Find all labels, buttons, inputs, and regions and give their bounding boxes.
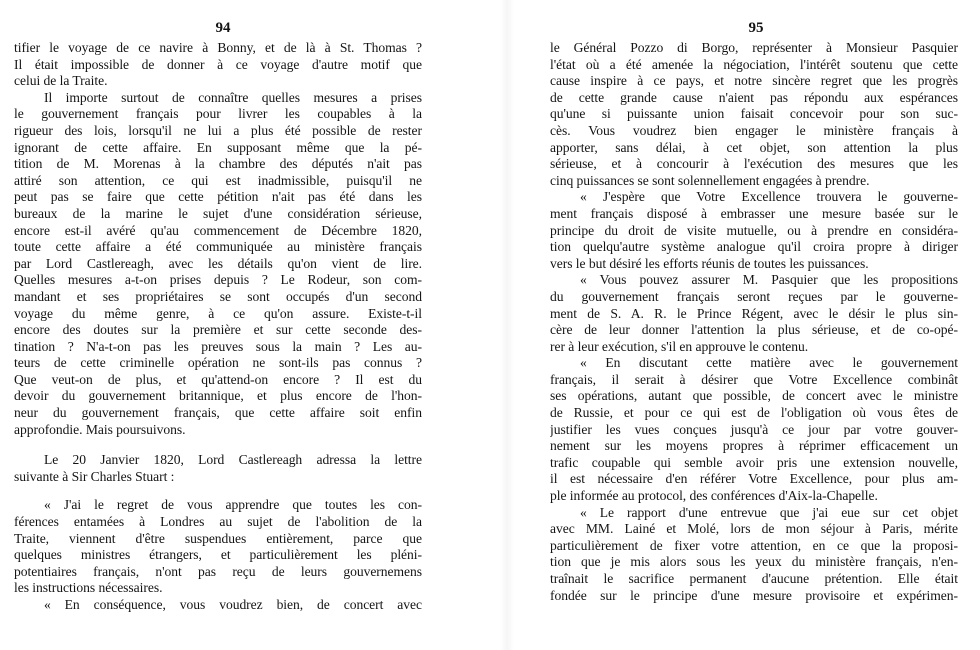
- left-page-body: [14, 40, 422, 614]
- text-line: Il importe surtout de connaître quelles mesures a prises: [44, 89, 422, 105]
- text-line: apporter, sans délai, à cet objet, son attention la plus: [550, 139, 958, 155]
- text-line: cause inspire à ce pays, et notre sincère regret que les progrès: [550, 73, 958, 89]
- text-line: ment de S. A. R. le Prince Régent, avec le désir le plus sin-: [550, 305, 958, 321]
- text-line: tion quelqu'autre système analogue qu'il croira propre à diriger: [550, 239, 958, 255]
- text-line: ment français disposé à embrasser une mesure basée sur le: [550, 205, 958, 221]
- text-line: avec MM. Lainé et Molé, lors de mon séjour à Paris, mérite: [550, 521, 958, 537]
- text-line: traînait le sacrifice permanent d'aucune prétention. Elle était: [550, 571, 958, 586]
- text-line: mandant et ses propriétaires se sont occupés d'un second: [14, 288, 422, 304]
- text-line: férences entamées à Londres au sujet de l'abolition de la: [14, 514, 422, 530]
- text-line: cère de leur donner l'attention la plus sérieuse, et de co-opé-: [550, 322, 958, 338]
- text-line: teurs de cette criminelle opération ne sont-ils pas connus ?: [14, 355, 422, 371]
- text-line: par Lord Castlereagh, avec les détails qu'on vient de lire.: [14, 255, 422, 271]
- text-line: nement sur les moyens propres à réprimer efficacement un: [550, 438, 958, 454]
- right-page-number: 95: [748, 20, 764, 36]
- text-line: Il était impossible de donner à ce voyage d'autre motif que: [14, 56, 422, 72]
- text-line: « Le rapport d'une entrevue que j'ai eue sur cet objet: [580, 504, 958, 520]
- text-line: sérieuse, et à concourir à l'exécution des mesures que les: [550, 156, 958, 172]
- text-line: toute cette affaire a été communiquée au ministère français: [14, 239, 422, 255]
- text-line: ignorant de cette affaire. En supposant même que la pé-: [14, 139, 422, 155]
- text-line: ple informée au protocol, des conférences d'Aix-la-Chapelle.: [550, 488, 878, 504]
- text-line: rigueur des lois, lorsqu'il ne lui a plus été possible de rester: [14, 122, 422, 138]
- text-line: tition de M. Morenas à la chambre des députés n'ait pas: [14, 156, 422, 172]
- text-line: le Général Pozzo di Borgo, représenter à Monsieur Pasquier: [550, 40, 958, 55]
- right-page-body: [550, 40, 958, 604]
- text-line: quelques ministres étrangers, et particulièrement les pléni-: [14, 547, 422, 563]
- text-line: l'état où a été amenée la négociation, l'intérêt soutenu que cette: [550, 56, 958, 72]
- right-page: [550, 0, 958, 650]
- text-line: tination ? N'a-t-on pas les preuves sous la main ? Les au-: [14, 338, 422, 354]
- text-line: devoir du gouvernement britannique, et plus encore de l'hon-: [14, 388, 422, 404]
- text-line: de cette grande cause n'aient pas répondu aux espérances: [550, 89, 958, 105]
- text-line: de Russie, et pour ce qui est de l'obligation où vous êtes de: [550, 405, 958, 421]
- text-line: trafic coupable qui semble avoir pris une extension nouvelle,: [550, 454, 958, 470]
- left-page-number: 94: [215, 20, 231, 36]
- text-line: tion que je mis alors sous les yeux du ministère français, n'en-: [550, 554, 958, 570]
- text-line: Que veut-on de plus, et qu'attend-on encore ? Il est du: [14, 371, 422, 387]
- gutter: [500, 0, 514, 650]
- text-line: peut pas se faire que cette pétition n'ait pas été dans les: [14, 189, 422, 205]
- text-line: les instructions nécessaires.: [14, 580, 163, 596]
- text-line: potentiaires français, n'ont pas reçu de leurs gouvernemens: [14, 563, 422, 579]
- text-line: « En discutant cette matière avec le gouvernement: [580, 355, 958, 371]
- text-line: suivante à Sir Charles Stuart :: [14, 468, 175, 484]
- text-line: encore est-il avéré qu'au commencement de Décembre 1820,: [14, 222, 422, 238]
- text-line: bureaux de la marine le sujet d'une considération sérieuse,: [14, 205, 422, 221]
- text-line: particulièrement de fixer votre attention, en ce que la proposi-: [550, 537, 958, 553]
- text-line: attiré son attention, ce qui est inadmissible, puisqu'il ne: [14, 172, 422, 188]
- text-line: « En conséquence, vous voudrez bien, de concert avec: [44, 597, 422, 612]
- paragraph-gap: [14, 438, 422, 452]
- text-line: approfondie. Mais poursuivons.: [14, 421, 186, 437]
- paragraph-gap: [14, 485, 422, 497]
- text-line: fondée sur le principe d'une mesure provisoire et expérimen-: [550, 587, 958, 603]
- text-line: français, il serait à désirer que Votre Excellence combinât: [550, 371, 958, 387]
- text-line: tifier le voyage de ce navire à Bonny, et de là à St. Thomas ?: [14, 40, 422, 55]
- text-line: vers le but désiré les efforts réunis de toutes les puissances.: [550, 255, 869, 271]
- text-line: voyage du même genre, à ce qu'on assure. Existe-t-il: [14, 305, 422, 321]
- text-line: justifier les vues conçues jusqu'à ce jour par votre gouver-: [550, 421, 958, 437]
- text-line: du gouvernement français seront reçues par le gouverne-: [550, 288, 958, 304]
- text-line: celui de la Traite.: [14, 73, 108, 89]
- text-line: le gouvernement français pour livrer les coupables à la: [14, 106, 422, 122]
- text-line: qu'une si puissante union faisait concevoir pour son suc-: [550, 106, 958, 122]
- text-line: « J'ai le regret de vous apprendre que toutes les con-: [44, 497, 422, 513]
- text-line: ses opérations, autant que possible, de concert avec le ministre: [550, 388, 958, 404]
- text-line: cès. Vous voudrez bien engager le ministère français à: [550, 122, 958, 138]
- text-line: encore des doutes sur la première et sur cette seconde des-: [14, 322, 422, 338]
- text-line: neur du gouvernement français, que cette affaire soit enfin: [14, 405, 422, 421]
- text-line: principe du droit de visite mutuelle, ou à prendre en considéra-: [550, 222, 958, 238]
- text-line: « Vous pouvez assurer M. Pasquier que les propositions: [580, 272, 958, 288]
- text-line: Le 20 Janvier 1820, Lord Castlereagh adressa la lettre: [44, 452, 422, 468]
- text-line: cinq puissances se sont solennellement engagées à prendre.: [550, 172, 870, 188]
- text-line: « J'espère que Votre Excellence trouvera le gouverne-: [580, 189, 958, 205]
- text-line: Quelles mesures a-t-on prises depuis ? Le Rodeur, son com-: [14, 272, 422, 288]
- text-line: rer à leur exécution, s'il en approuve le contenu.: [550, 338, 809, 354]
- left-page: [14, 0, 422, 650]
- text-line: il est nécessaire d'en référer Votre Excellence, pour plus am-: [550, 471, 958, 487]
- text-line: Traite, viennent d'être suspendues entièrement, parce que: [14, 530, 422, 546]
